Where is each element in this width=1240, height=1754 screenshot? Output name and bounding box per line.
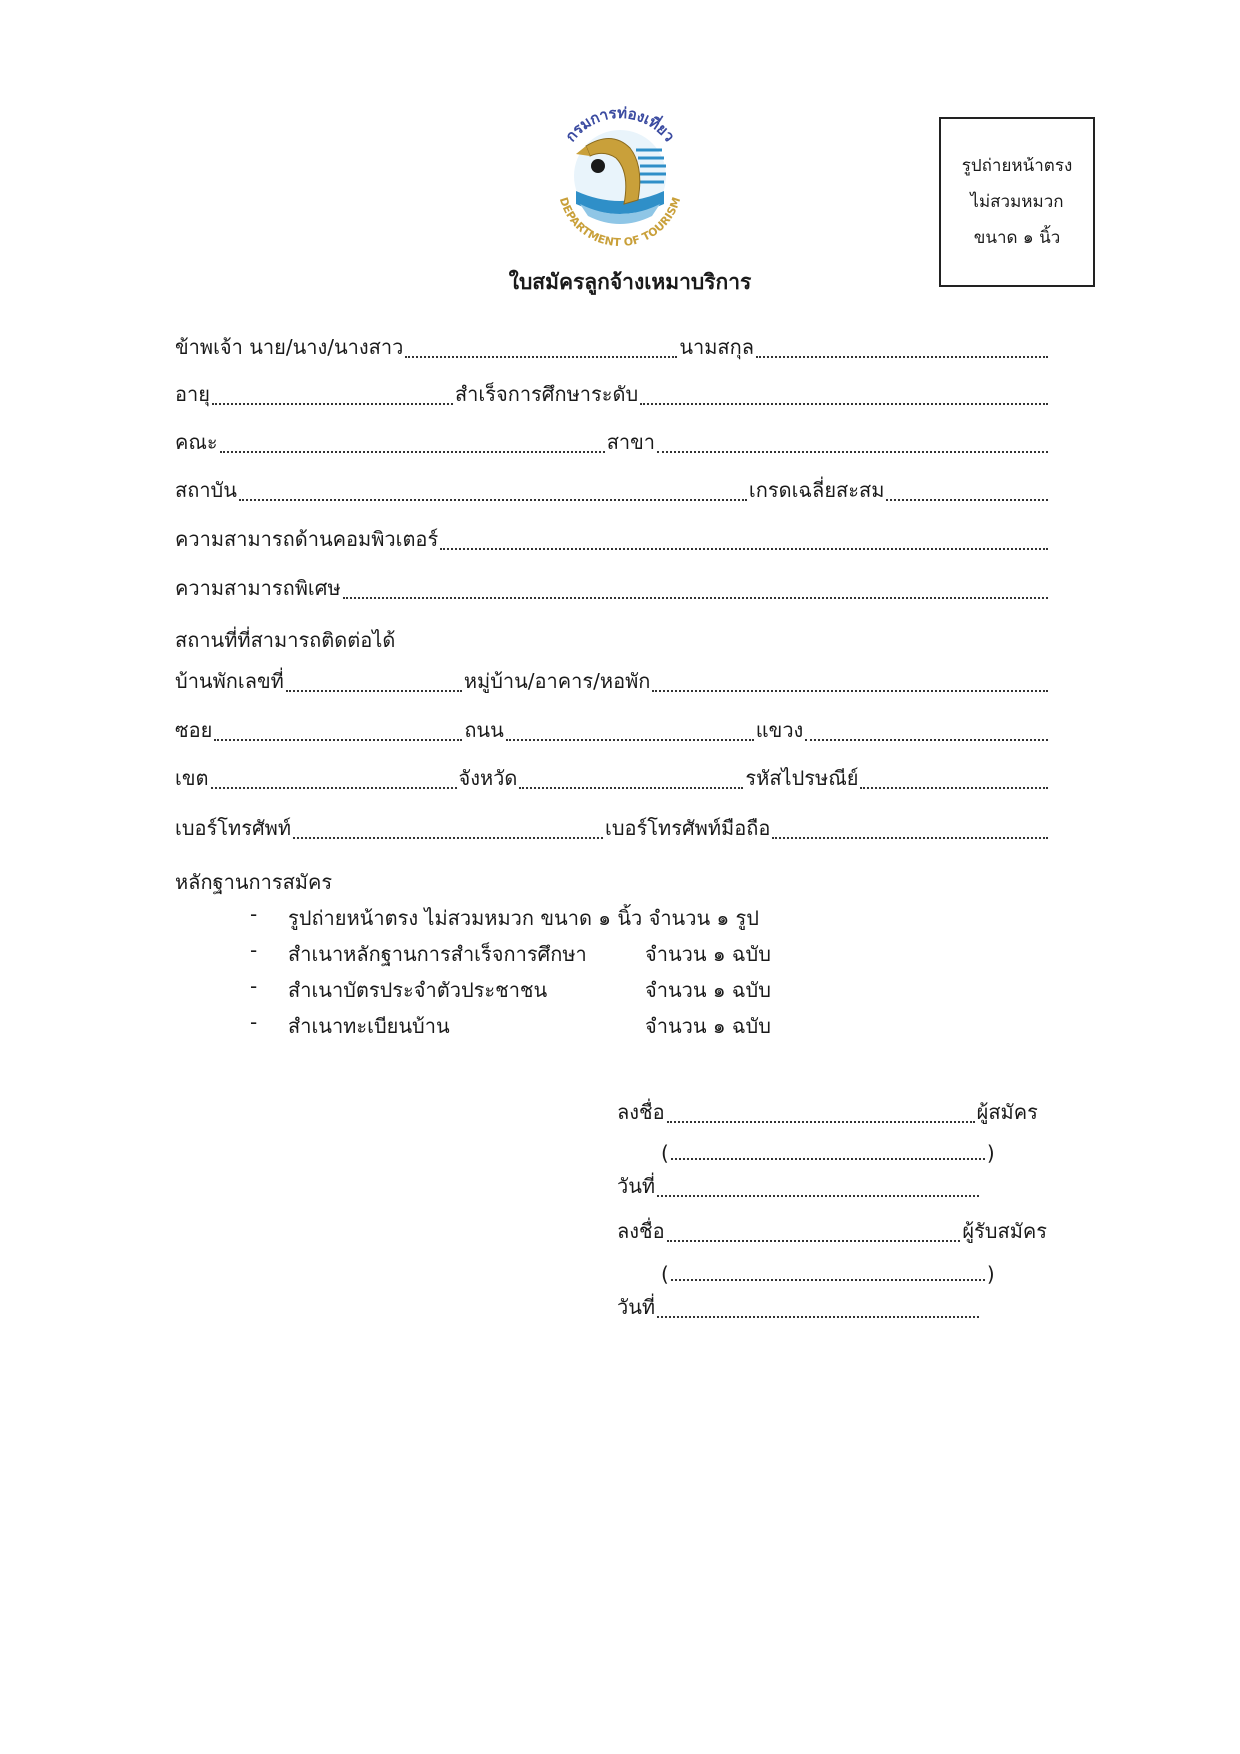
open-paren: ( [661, 1141, 669, 1165]
applicant-signature-row [617, 1098, 1047, 1128]
institution-gpa-row [175, 476, 1050, 506]
sign-label: ลงชื่อ [617, 1219, 665, 1243]
road-field[interactable] [506, 733, 754, 741]
document-name: สำเนาบัตรประจำตัวประชาชน [288, 978, 548, 1002]
faculty-label: คณะ [175, 430, 218, 454]
name-row [175, 333, 1050, 363]
institution-label: สถาบัน [175, 478, 237, 502]
phone-field[interactable] [293, 831, 603, 839]
date-label: วันที่ [617, 1174, 656, 1198]
road-label: ถนน [464, 718, 504, 742]
soi-label: ซอย [175, 718, 213, 742]
special-skills-field[interactable] [343, 591, 1048, 599]
faculty-major-row [175, 428, 1050, 458]
photo-placeholder-box [939, 117, 1095, 287]
receiver-signature-row [617, 1217, 1047, 1247]
special-skills-row [175, 574, 1050, 604]
village-field[interactable] [652, 684, 1048, 692]
receiver-role-label: ผู้รับสมัคร [962, 1219, 1047, 1243]
province-field[interactable] [519, 781, 743, 789]
logo-text-thai: กรมการท่องเที่ยว [561, 103, 679, 146]
gpa-label: เกรดเฉลี่ยสะสม [748, 478, 885, 502]
education-level-field[interactable] [640, 397, 1048, 405]
document-quantity: จำนวน ๑ ฉบับ [645, 942, 771, 966]
district-field[interactable] [211, 781, 457, 789]
open-paren: ( [661, 1262, 669, 1286]
province-label: จังหวัด [458, 766, 518, 790]
institution-field[interactable] [239, 493, 747, 501]
mobile-label: เบอร์โทรศัพท์มือถือ [605, 816, 771, 840]
surname-label: นามสกุล [679, 335, 755, 359]
logo-text-english: DEPARTMENT OF TOURISM [556, 195, 684, 250]
applicant-role-label: ผู้สมัคร [976, 1100, 1038, 1124]
applicant-date-row [617, 1172, 1047, 1202]
phone-label: เบอร์โทรศัพท์ [175, 816, 292, 840]
list-dash: - [250, 1010, 258, 1034]
document-quantity: จำนวน ๑ ฉบับ [645, 1014, 771, 1038]
gpa-field[interactable] [886, 493, 1048, 501]
receiver-name-row [661, 1256, 1091, 1286]
surname-field[interactable] [756, 350, 1048, 358]
district-province-postcode-row [175, 764, 1050, 794]
document-name: สำเนาทะเบียนบ้าน [288, 1014, 450, 1038]
list-dash: - [250, 902, 258, 926]
computer-skills-field[interactable] [440, 542, 1048, 550]
postcode-field[interactable] [860, 781, 1048, 789]
photo-box-line-1: รูปถ่ายหน้าตรง [961, 156, 1073, 176]
document-name: สำเนาหลักฐานการสำเร็จการศึกษา [288, 942, 587, 966]
mobile-field[interactable] [772, 831, 1048, 839]
department-of-tourism-logo [540, 96, 700, 256]
receiver-signature-field[interactable] [667, 1234, 961, 1242]
soi-field[interactable] [214, 733, 462, 741]
special-skills-label: ความสามารถพิเศษ [175, 576, 341, 600]
documents-heading: หลักฐานการสมัคร [175, 870, 333, 894]
sign-label: ลงชื่อ [617, 1100, 665, 1124]
age-field[interactable] [212, 397, 453, 405]
faculty-field[interactable] [220, 445, 605, 453]
applicant-name-row [661, 1135, 1091, 1165]
subdistrict-label: แขวง [755, 718, 804, 742]
computer-skills-label: ความสามารถด้านคอมพิวเตอร์ [175, 527, 439, 551]
applicant-prefix-label: ข้าพเจ้า นาย/นาง/นางสาว [175, 335, 404, 359]
list-dash: - [250, 974, 258, 998]
age-label: อายุ [175, 382, 210, 406]
soi-road-subdistrict-row [175, 716, 1050, 746]
house-village-row [175, 667, 1050, 697]
education-level-label: สำเร็จการศึกษาระดับ [454, 382, 639, 406]
contact-heading: สถานที่ที่สามารถติดต่อได้ [175, 628, 396, 652]
applicant-printed-name-field[interactable] [671, 1152, 985, 1160]
photo-box-line-2: ไม่สวมหมวก [970, 192, 1064, 212]
receiver-date-row [617, 1293, 1047, 1323]
major-field[interactable] [657, 445, 1048, 453]
district-label: เขต [175, 766, 209, 790]
list-dash: - [250, 938, 258, 962]
close-paren: ) [986, 1262, 995, 1286]
house-no-label: บ้านพักเลขที่ [175, 669, 284, 693]
house-no-field[interactable] [286, 684, 462, 692]
receiver-date-field[interactable] [657, 1310, 979, 1318]
village-label: หมู่บ้าน/อาคาร/หอพัก [463, 669, 651, 693]
postcode-label: รหัสไปรษณีย์ [745, 766, 859, 790]
applicant-date-field[interactable] [657, 1189, 979, 1197]
form-title: ใบสมัครลูกจ้างเหมาบริการ [508, 270, 752, 294]
subdistrict-field[interactable] [805, 733, 1048, 741]
applicant-signature-field[interactable] [667, 1115, 975, 1123]
photo-box-line-3: ขนาด ๑ นิ้ว [973, 228, 1061, 248]
receiver-printed-name-field[interactable] [671, 1273, 985, 1281]
document-quantity: จำนวน ๑ ฉบับ [645, 978, 771, 1002]
first-name-field[interactable] [405, 350, 677, 358]
close-paren: ) [986, 1141, 995, 1165]
document-name: รูปถ่ายหน้าตรง ไม่สวมหมวก ขนาด ๑ นิ้ว จำนวน ๑ รูป [288, 906, 759, 930]
date-label: วันที่ [617, 1295, 656, 1319]
major-label: สาขา [606, 430, 656, 454]
phone-row [175, 814, 1050, 844]
age-education-row [175, 380, 1050, 410]
computer-skills-row [175, 525, 1050, 555]
